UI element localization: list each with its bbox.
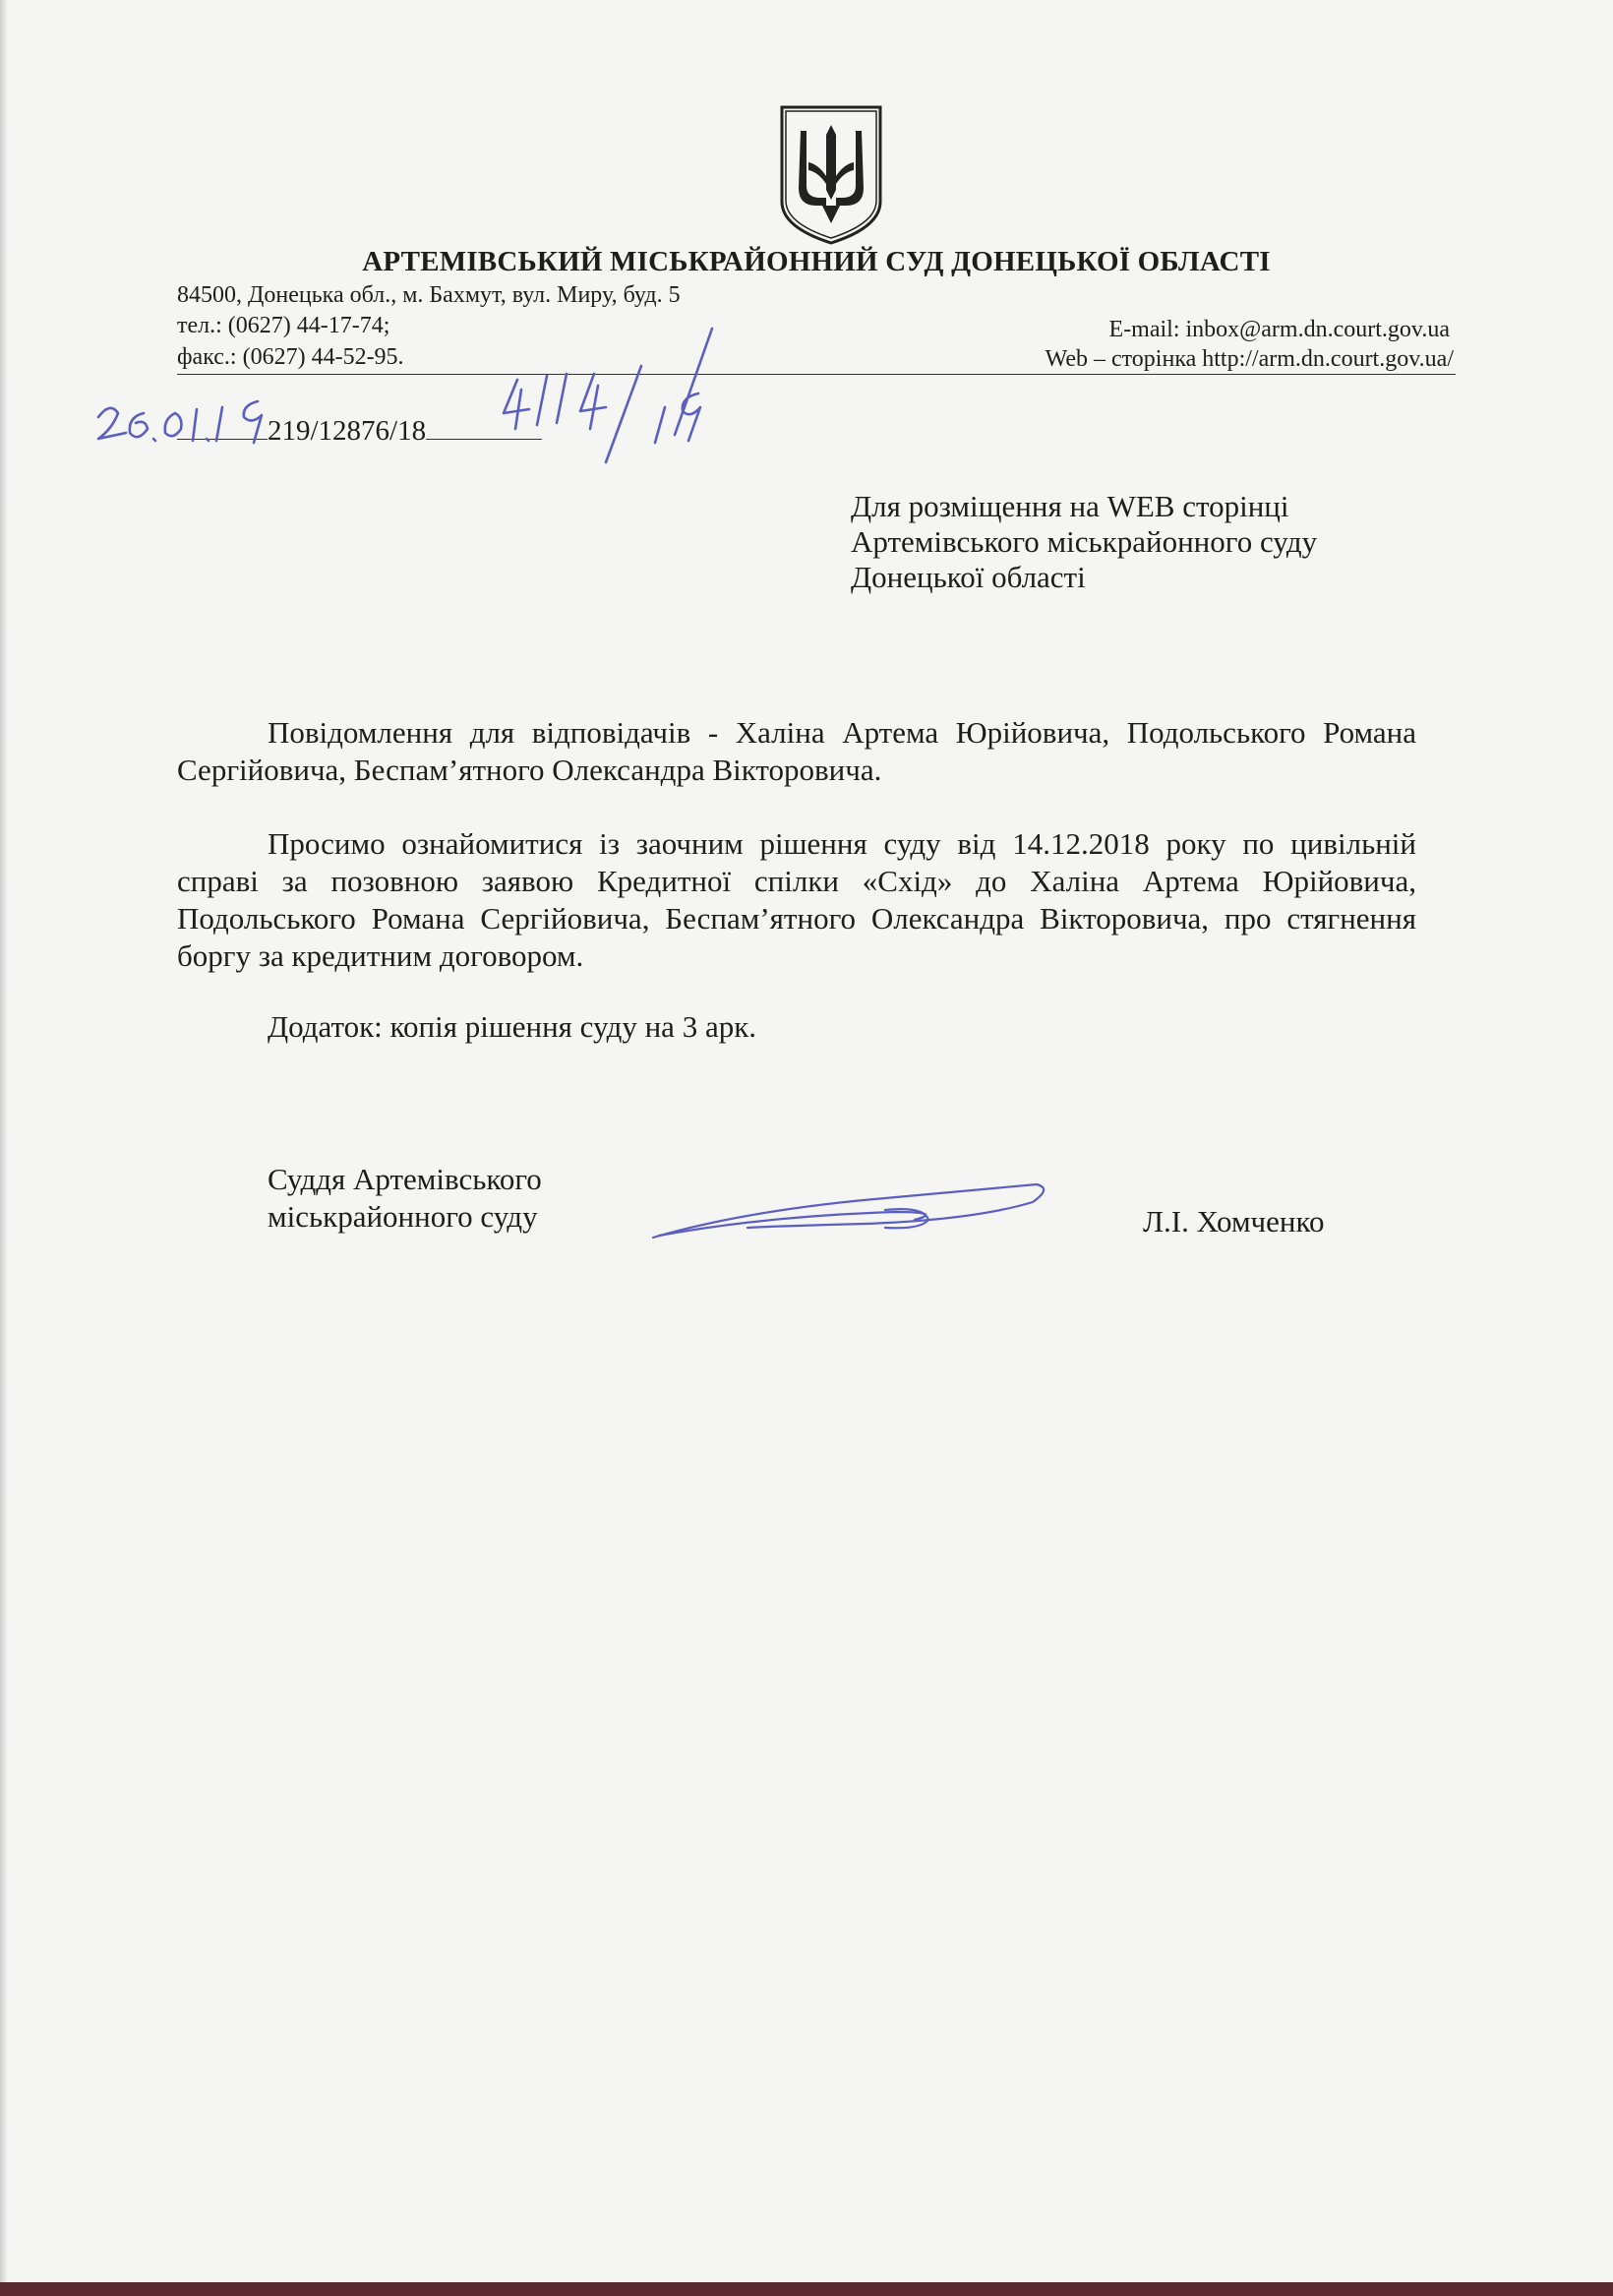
recipient-block — [851, 489, 1317, 595]
reference-line — [177, 413, 542, 448]
judge-signature — [653, 1184, 1044, 1238]
recipient-line: Артемівського міськрайонного суду — [851, 524, 1318, 559]
recipient-line: Для розміщення на WEB сторінці — [851, 489, 1289, 523]
judge-title — [268, 1161, 542, 1236]
ink-slash — [675, 329, 712, 435]
case-number: 219/12876/18 — [268, 415, 427, 447]
recipient-line: Донецької області — [851, 560, 1086, 594]
court-address: 84500, Донецька обл., м. Бахмут, вул. Миру, буд. 5 — [177, 282, 681, 308]
notice-paragraph: Повідомлення для відповідачів - Халіна Артема Юрійовича, Подольського Романа Сергійовича, Беспам’ятного Олександра Вікторовича. — [177, 715, 1416, 787]
judge-title-line: Суддя Артемівського — [268, 1162, 542, 1196]
court-email: E-mail: inbox@arm.dn.court.gov.ua — [1108, 317, 1450, 342]
header-divider — [177, 374, 1456, 375]
judge-title-line: міськрайонного суду — [268, 1199, 538, 1234]
reference-date-blank — [177, 413, 268, 440]
reference-number-blank — [426, 413, 542, 440]
attachment-note: Додаток: копія рішення суду на 3 арк. — [268, 1009, 757, 1044]
judge-name: Л.І. Хомченко — [1143, 1204, 1325, 1239]
trident-emblem-icon — [777, 103, 885, 247]
court-name-heading: АРТЕМІВСЬКИЙ МІСЬКРАЙОННИЙ СУД ДОНЕЦЬКОЇ ОБЛАСТІ — [362, 246, 1271, 277]
request-paragraph: Просимо ознайомитися із заочним рішення суду від 14.12.2018 року по цивільній справі за позовною заявою Кредитної спілки «Схід» до Халіна Артема Юрійовича, Подольського Романа Сергійовича, Беспам’ятного Олександра Вікторовича, про стягнення боргу за кредитним договором. — [177, 826, 1416, 973]
court-website: Web – сторінка http://arm.dn.court.gov.ua/ — [1045, 346, 1454, 372]
scan-bottom-edge — [0, 2282, 1613, 2296]
scan-edge-shadow — [0, 0, 8, 2296]
court-fax: факс.: (0627) 44-52-95. — [177, 344, 404, 370]
court-phone: тел.: (0627) 44-17-74; — [177, 313, 390, 338]
